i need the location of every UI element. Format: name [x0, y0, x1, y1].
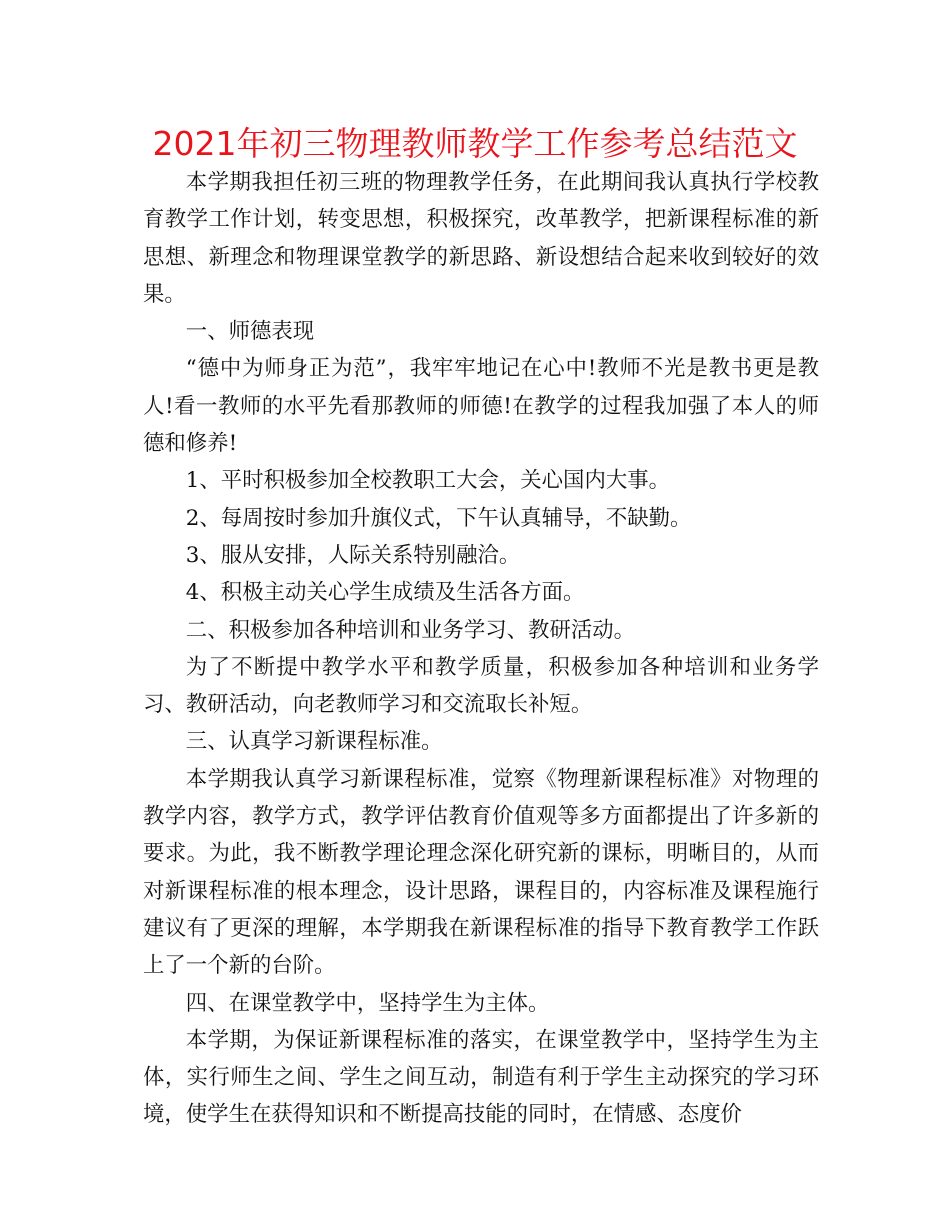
paragraph-ethics: “德中为师身正为范”，我牢牢地记在心中!教师不光是教书更是教人!看一教师的水平先看那教师的师德!在教学的过程我加强了本人的师德和修养!: [143, 356, 819, 457]
document-body: [143, 164, 819, 1134]
section-heading-2: 二、积极参加各种培训和业务学习、教研活动。: [185, 617, 636, 643]
paragraph-curriculum: 本学期我认真学习新课程标准，觉察《物理新课程标准》对物理的教学内容，教学方式，教学评估教育价值观等多方面都提出了许多新的要求。为此，我不断教学理论理念深化研究新的课标，明晰目的，从而对新课程标准的根本理念，设计思路，课程目的，内容标准及课程施行建议有了更深的理解，本学期我在新课程标准的指导下教育教学工作跃上了一个新的台阶。: [143, 766, 819, 979]
document-title: 2021年初三物理教师教学工作参考总结范文: [152, 124, 798, 163]
paragraph-intro: 本学期我担任初三班的物理教学任务，在此期间我认真执行学校教育教学工作计划，转变思想，积极探究，改革教学，把新课程标准的新思想、新理念和物理课堂教学的新思路、新设想结合起来收到较好的效果。: [143, 170, 819, 307]
paragraph-classroom: 本学期，为保证新课程标准的落实，在课堂教学中，坚持学生为主体，实行师生之间、学生之间互动，制造有利于学生主动探究的学习环境，使学生在获得知识和不断提高技能的同时，在情感、态度价: [143, 1027, 819, 1128]
section-heading-4: 四、在课堂教学中，坚持学生为主体。: [185, 990, 550, 1016]
paragraph-training: 为了不断提中教学水平和教学质量，积极参加各种培训和业务学习、教研活动，向老教师学习和交流取长补短。: [143, 654, 819, 718]
section-heading-1: 一、师德表现: [185, 319, 315, 345]
list-item-4: 4、积极主动关心学生成绩及生活各方面。: [185, 580, 585, 606]
section-heading-3: 三、认真学习新课程标准。: [185, 729, 443, 755]
list-item-2: 2、每周按时参加升旗仪式，下午认真辅导，不缺勤。: [185, 505, 692, 531]
list-item-1: 1、平时积极参加全校教职工大会，关心国内大事。: [185, 468, 671, 494]
list-item-3: 3、服从安排，人际关系特别融洽。: [185, 542, 521, 568]
